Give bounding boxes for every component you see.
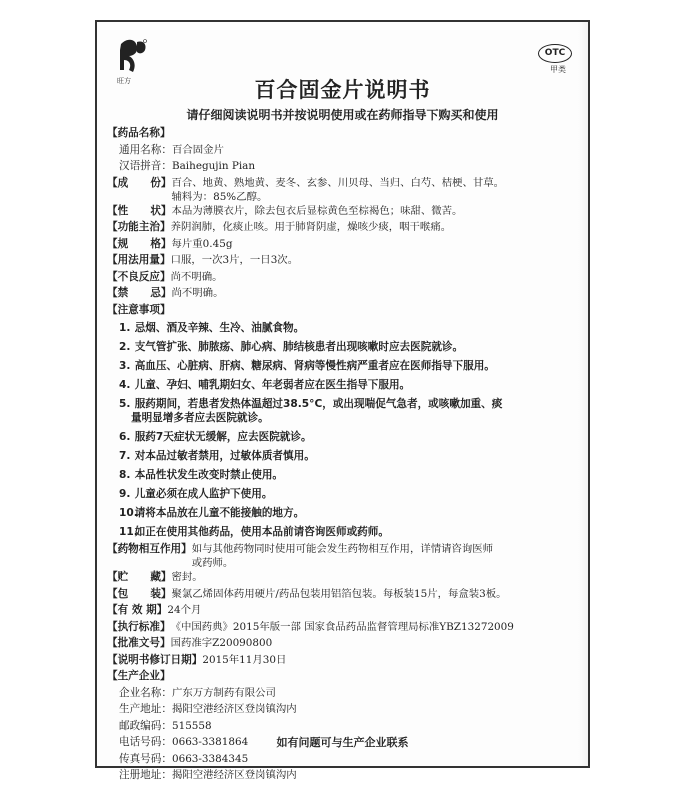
field-key: 企业名称： (119, 686, 172, 699)
field-key: 汉语拼音： (119, 160, 172, 172)
field-value: 0663-3381864 (171, 736, 249, 748)
drug-name-section (107, 126, 578, 143)
otc-badge: OTC (538, 44, 572, 63)
footer-contact-note: 如有问题可与生产企业联系 (276, 736, 409, 749)
precaution-item: 6. 服药7天症状无缓解，应去医院就诊。 (119, 431, 312, 443)
approval-row (107, 636, 578, 653)
brand-name: 旺方 (117, 77, 131, 85)
otc-class-label: 甲类 (550, 65, 566, 74)
precaution-item: 1. 忌烟、酒及辛辣、生冷、油腻食物。 (119, 322, 305, 334)
generic-name-row (107, 143, 578, 160)
section-label: 【成 份】 (107, 176, 172, 189)
pinyin-row (107, 159, 578, 176)
ingredients-row (107, 176, 578, 204)
adverse-row (107, 270, 578, 287)
section-value: 口服，一次3片，一日3次。 (170, 254, 299, 266)
character-row (107, 204, 578, 221)
section-label: 【批准文号】 (107, 637, 171, 649)
manufacturer-section (107, 669, 578, 686)
section-label: 【生产企业】 (107, 670, 171, 682)
field-value: 揭阳空港经济区登岗镇沟内 (171, 703, 297, 715)
precaution-item: 5. 服药期间，若患者发热体温超过38.5°C，或出现喘促气急者，或咳嗽加重、痰 量明显增多者应去医院就诊。 (119, 398, 503, 424)
section-value: 《中国药典》2015年版一部 国家食品药品监督管理局标准YBZ13272009 (170, 620, 514, 633)
section-label: 【包 装】 (107, 587, 172, 600)
section-value: 密封。 (171, 571, 203, 583)
validity-row (107, 603, 578, 620)
field-value: 515558 (171, 719, 212, 732)
precautions-list (107, 321, 578, 539)
precaution-item: 9. 儿童必须在成人监护下使用。 (119, 488, 273, 500)
section-label: 【药品名称】 (107, 127, 171, 139)
precautions-section (107, 303, 578, 320)
section-value: 尚不明确。 (170, 270, 223, 283)
section-label: 【有 效 期】 (107, 604, 168, 616)
field-key: 通用名称： (119, 143, 172, 156)
page-title: 百合固金片说明书 (254, 78, 431, 102)
precaution-item: 8. 本品性状发生改变时禁止使用。 (119, 469, 284, 481)
field-key: 邮政编码： (119, 719, 172, 732)
section-value: 每片重0.45g (171, 237, 233, 250)
precaution-item: 11. 如正在使用其他药品，使用本品前请咨询医师或药师。 (119, 526, 389, 538)
field-value: Baihegujin Pian (171, 160, 256, 172)
manufacturer-row (107, 752, 578, 769)
package-row (107, 587, 578, 604)
field-key: 电话号码： (119, 736, 172, 748)
section-label: 【执行标准】 (107, 620, 171, 633)
standard-row (107, 620, 578, 637)
field-value: 广东万方制药有限公司 (171, 686, 276, 699)
manufacturer-row (107, 702, 578, 719)
interaction-row (107, 542, 578, 570)
section-value: 尚不明确。 (171, 287, 224, 299)
precaution-item: 4. 儿童、孕妇、哺乳期妇女、年老弱者应在医生指导下服用。 (119, 379, 411, 391)
section-value: 如与其他药物同时使用可能会发生药物相互作用，详情请咨询医师 或药师。 (191, 543, 494, 569)
section-value (172, 176, 578, 204)
instruction-sheet (95, 20, 590, 781)
section-value: 本品为薄膜衣片，除去包衣后显棕黄色至棕褐色；味甜、微苦。 (171, 204, 463, 217)
storage-row (107, 570, 578, 587)
section-label: 【用法用量】 (107, 254, 171, 266)
section-label: 【性 状】 (107, 204, 172, 217)
instruction-content (107, 126, 578, 785)
field-value: 0663-3384345 (171, 752, 249, 765)
field-key: 生产地址： (119, 703, 172, 715)
spec-row (107, 237, 578, 254)
section-label: 【不良反应】 (107, 270, 171, 283)
page-subtitle: 请仔细阅读说明书并按说明使用或在药师指导下购买和使用 (186, 108, 499, 122)
field-key: 传真号码： (119, 752, 172, 765)
field-value: 揭阳空港经济区登岗镇沟内 (171, 769, 297, 781)
precaution-item: 3. 高血压、心脏病、肝病、糖尿病、肾病等慢性病严重者应在医师指导下服用。 (119, 360, 495, 372)
section-label: 【说明书修订日期】 (107, 653, 203, 666)
precaution-item: 2. 支气管扩张、肺脓疡、肺心病、肺结核患者出现咳嗽时应去医院就诊。 (119, 341, 464, 353)
paper-edge-shadow (578, 22, 590, 766)
field-key: 注册地址： (119, 769, 172, 781)
precaution-item: 10. 请将本品放在儿童不能接触的地方。 (119, 507, 305, 519)
manufacturer-row (107, 768, 578, 785)
indication-row (107, 220, 578, 237)
section-label: 【禁 忌】 (107, 287, 172, 299)
section-label: 【规 格】 (107, 237, 172, 250)
section-value: 2015年11月30日 (202, 653, 287, 666)
section-label: 【功能主治】 (107, 221, 171, 233)
section-value: 国药准字Z20090800 (170, 637, 273, 649)
section-value: 24个月 (167, 604, 202, 616)
precaution-item: 7. 对本品过敏者禁用，过敏体质者慎用。 (119, 450, 315, 462)
section-value: 聚氯乙烯固体药用硬片/药品包装用铝箔包装。每板装15片，每盒装3板。 (171, 587, 507, 600)
section-label: 【药物相互作用】 (107, 543, 192, 555)
section-label: 【贮 藏】 (107, 571, 172, 583)
manufacturer-row (107, 719, 578, 736)
brand-logo-icon (115, 36, 149, 76)
manufacturer-row (107, 686, 578, 703)
field-value: 百合固金片 (171, 143, 224, 156)
ingredients-line-1: 百合、地黄、熟地黄、麦冬、玄参、川贝母、当归、白芍、桔梗、甘草。 (171, 176, 505, 189)
ingredients-line-2: 辅料为：85%乙醇。 (171, 190, 268, 203)
dosage-row (107, 253, 578, 270)
revision-row (107, 653, 578, 670)
section-label: 【注意事项】 (107, 303, 171, 316)
section-value: 养阴润肺，化痰止咳。用于肺肾阴虚，燥咳少痰，咽干喉痛。 (170, 221, 452, 233)
contraindication-row (107, 286, 578, 303)
